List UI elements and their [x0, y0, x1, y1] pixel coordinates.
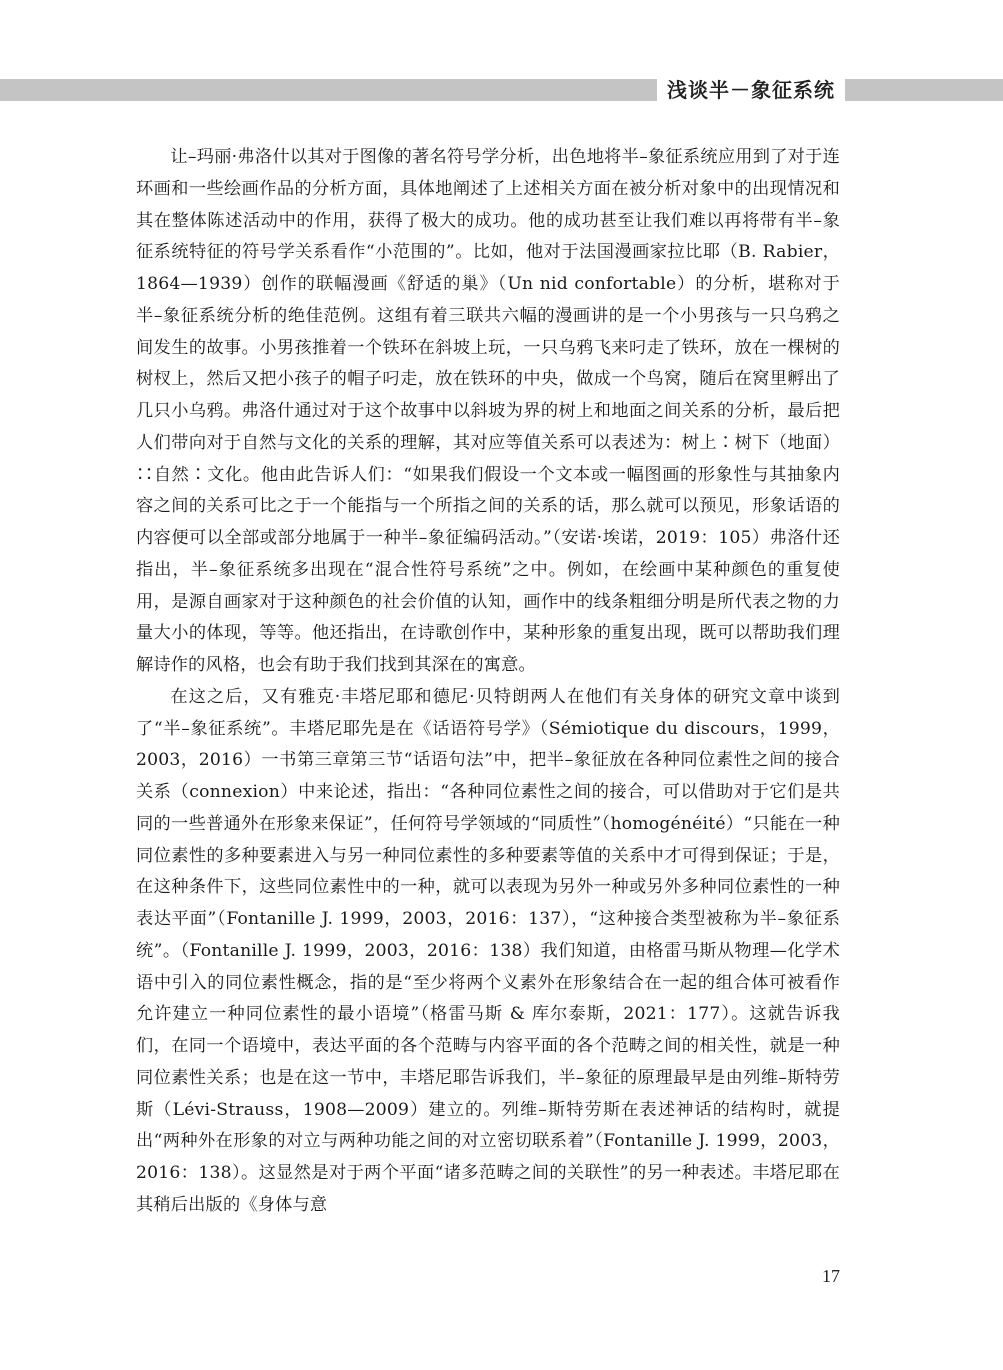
page-number: 17 — [822, 1266, 840, 1286]
header-rule — [0, 79, 1003, 101]
body-text — [136, 142, 840, 1222]
paragraph: 在这之后，又有雅克·丰塔尼耶和德尼·贝特朗两人在他们有关身体的研究文章中谈到了“半–象征系统”。丰塔尼耶先是在《话语符号学》（Sémiotique du discours，1999，2003，2016）一书第三章第三节“话语句法”中，把半–象征放在各种同位素性之间的接合关系（connexion）中来论述，指出：“各种同位素性之间的接合，可以借助对于它们是共同的一些普通外在形象来保证”，任何符号学领域的“同质性”（homogénéité）“只能在一种同位素性的多种要素进入与另一种同位素性的多种要素等值的关系中才可得到保证；于是，在这种条件下，这些同位素性中的一种，就可以表现为另外一种或另外多种同位素性的一种表达平面”（Fontanille J. 1999，2003，2016：137），“这种接合类型被称为半–象征系统”。（Fontanille J. 1999，2003，2016：138）我们知道，由格雷马斯从物理—化学术语中引入的同位素性概念，指的是“至少将两个义素外在形象结合在一起的组合体可被看作允许建立一种同位素性的最小语境”（格雷马斯 & 库尔泰斯，2021：177）。这就告诉我们，在同一个语境中，表达平面的各个范畴与内容平面的各个范畴之间的相关性，就是一种同位素性关系；也是在这一节中，丰塔尼耶告诉我们，半–象征的原理最早是由列维–斯特劳斯（Lévi-Strauss，1908—2009）建立的。列维–斯特劳斯在表述神话的结构时，就提出“两种外在形象的对立与两种功能之间的对立密切联系着”（Fontanille J. 1999，2003，2016：138）。这显然是对于两个平面“诸多范畴之间的关联性”的另一种表述。丰塔尼耶在其稍后出版的《身体与意 — [136, 686, 840, 1215]
paragraph: 让–玛丽·弗洛什以其对于图像的著名符号学分析，出色地将半–象征系统应用到了对于连环画和一些绘画作品的分析方面，具体地阐述了上述相关方面在被分析对象中的出现情况和其在整体陈述活动中的作用，获得了极大的成功。他的成功甚至让我们难以再将带有半–象征系统特征的符号学关系看作“小范围的”。比如，他对于法国漫画家拉比耶（B. Rabier，1864—1939）创作的联幅漫画《舒适的巢》（Un nid confortable）的分析，堪称对于半–象征系统分析的绝佳范例。这组有着三联共六幅的漫画讲的是一个小男孩与一只乌鸦之间发生的故事。小男孩推着一个铁环在斜坡上玩，一只乌鸦飞来叼走了铁环，放在一棵树的树杈上，然后又把小孩子的帽子叼走，放在铁环的中央，做成一个鸟窝，随后在窝里孵出了几只小乌鸦。弗洛什通过对于这个故事中以斜坡为界的树上和地面之间关系的分析，最后把人们带向对于自然与文化的关系的理解，其对应等值关系可以表述为：树上∶树下（地面）∷自然∶文化。他由此告诉人们：“如果我们假设一个文本或一幅图画的形象性与其抽象内容之间的关系可比之于一个能指与一个所指之间的关系的话，那么就可以预见，形象话语的内容便可以全部或部分地属于一种半–象征编码活动。”（安诺·埃诺，2019：105）弗洛什还指出，半–象征系统多出现在“混合性符号系统”之中。例如，在绘画中某种颜色的重复使用，是源自画家对于这种颜色的社会价值的认知，画作中的线条粗细分明是所代表之物的力量大小的体现，等等。他还指出，在诗歌创作中，某种形象的重复出现，既可以帮助我们理解诗作的风格，也会有助于我们找到其深在的寓意。 — [136, 147, 840, 675]
running-header-title: 浅谈半－象征系统 — [657, 73, 845, 107]
